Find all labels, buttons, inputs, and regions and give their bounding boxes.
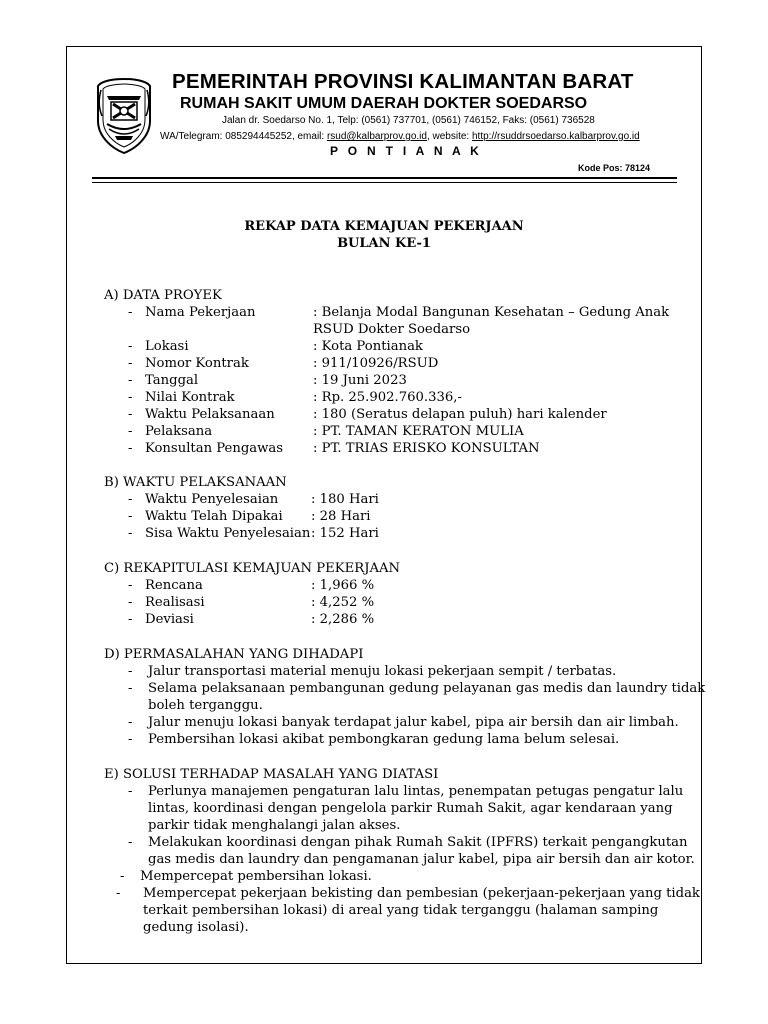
row-value: : 19 Juni 2023 <box>313 373 407 388</box>
row-value: : Belanja Modal Bangunan Kesehatan – Gedung Anak <box>313 305 670 320</box>
section-e-heading: E) SOLUSI TERHADAP MASALAH YANG DIATASI <box>104 767 439 782</box>
list-item-text: parkir tidak menghalangi jalan akses. <box>148 818 401 833</box>
provincial-emblem-icon <box>93 76 155 156</box>
list-dash: - <box>128 732 133 747</box>
list-dash: - <box>128 612 133 627</box>
document-title: REKAP DATA KEMAJUAN PEKERJAAN <box>244 219 524 234</box>
row-label: Waktu Penyelesaian <box>145 492 279 507</box>
row-value: : 2,286 % <box>311 612 375 627</box>
letterhead-contact <box>160 131 680 142</box>
list-dash: - <box>128 407 133 422</box>
row-value: : 152 Hari <box>311 526 379 541</box>
list-dash: - <box>120 869 125 884</box>
section-a-heading: A) DATA PROYEK <box>104 288 222 303</box>
row-label: Waktu Telah Dipakai <box>145 509 283 524</box>
row-label: Nilai Kontrak <box>145 390 235 405</box>
list-item-text: Jalur transportasi material menuju lokasi pekerjaan sempit / terbatas. <box>148 664 617 679</box>
row-value: : 180 Hari <box>311 492 379 507</box>
list-dash: - <box>128 339 133 354</box>
list-item-text: Pembersihan lokasi akibat pembongkaran gedung lama belum selesai. <box>148 732 620 747</box>
list-dash: - <box>128 424 133 439</box>
list-item-text: lintas, koordinasi dengan pengelola parkir Rumah Sakit, agar kendaraan yang <box>148 801 673 816</box>
list-item-text: gas medis dan laundry dan pengamanan jalur kabel, pipa air bersih dan air kotor. <box>148 852 695 867</box>
list-dash: - <box>128 373 133 388</box>
row-value: : 1,966 % <box>311 578 375 593</box>
letterhead-postal-code: Kode Pos: 78124 <box>578 163 651 173</box>
row-value: : PT. TAMAN KERATON MULIA <box>313 424 524 439</box>
list-dash: - <box>128 356 133 371</box>
row-label: Sisa Waktu Penyelesaian <box>145 526 311 541</box>
list-item-text: Jalur menuju lokasi banyak terdapat jalur kabel, pipa air bersih dan air limbah. <box>148 715 679 730</box>
letterhead-address: Jalan dr. Soedarso No. 1, Telp: (0561) 737701, (0561) 746152, Faks: (0561) 736528 <box>222 115 595 126</box>
list-item-text: boleh terganggu. <box>148 698 263 713</box>
list-dash: - <box>128 526 133 541</box>
section-b-heading: B) WAKTU PELAKSANAAN <box>104 475 287 490</box>
list-dash: - <box>128 390 133 405</box>
letterhead-city: P O N T I A N A K <box>330 144 483 158</box>
list-dash: - <box>128 509 133 524</box>
website-link[interactable]: http://rsuddrsoedarso.kalbarprov.go.id <box>472 131 640 142</box>
list-item-text: Selama pelaksanaan pembangunan gedung pelayanan gas medis dan laundry tidak <box>148 681 706 696</box>
contact-mid: , website: <box>426 131 472 142</box>
row-label: Nomor Kontrak <box>145 356 249 371</box>
row-value: : PT. TRIAS ERISKO KONSULTAN <box>313 441 540 456</box>
row-label: Realisasi <box>145 595 205 610</box>
list-item-text: Perlunya manajemen pengaturan lalu lintas, penempatan petugas pengatur lalu <box>148 784 684 799</box>
list-item-text: terkait pembersihan lokasi) di areal yang tidak terganggu (halaman samping <box>143 903 659 918</box>
list-dash: - <box>116 886 121 901</box>
section-c-heading: C) REKAPITULASI KEMAJUAN PEKERJAAN <box>104 561 401 576</box>
email-link[interactable]: rsud@kalbarprov.go.id <box>326 131 427 142</box>
row-value: : 4,252 % <box>311 595 375 610</box>
list-dash: - <box>128 441 133 456</box>
row-value: : 911/10926/RSUD <box>313 356 439 371</box>
list-dash: - <box>128 492 133 507</box>
list-dash: - <box>128 578 133 593</box>
list-dash: - <box>128 681 133 696</box>
contact-prefix: WA/Telegram: 085294445252, email: <box>160 131 327 142</box>
list-dash: - <box>128 664 133 679</box>
letterhead-hospital: RUMAH SAKIT UMUM DAERAH DOKTER SOEDARSO <box>180 95 588 112</box>
list-dash: - <box>128 305 133 320</box>
row-label: Tanggal <box>145 373 199 388</box>
list-dash: - <box>128 715 133 730</box>
row-label: Pelaksana <box>145 424 213 439</box>
row-value: : 28 Hari <box>311 509 371 524</box>
row-value: : 180 (Seratus delapan puluh) hari kalender <box>313 407 607 422</box>
row-label: Nama Pekerjaan <box>145 305 256 320</box>
row-value: : Rp. 25.902.760.336,- <box>313 390 462 405</box>
row-value: : Kota Pontianak <box>313 339 423 354</box>
list-dash: - <box>128 784 133 799</box>
document-subtitle: BULAN KE-1 <box>337 236 431 251</box>
row-label: Waktu Pelaksanaan <box>145 407 275 422</box>
row-value: RSUD Dokter Soedarso <box>313 322 471 337</box>
list-item-text: Mempercepat pekerjaan bekisting dan pembesian (pekerjaan-pekerjaan yang tidak <box>143 886 700 901</box>
row-label: Konsultan Pengawas <box>145 441 284 456</box>
letterhead-government: PEMERINTAH PROVINSI KALIMANTAN BARAT <box>172 70 634 93</box>
row-label: Deviasi <box>145 612 194 627</box>
row-label: Rencana <box>145 578 203 593</box>
letterhead-rule-thin <box>92 182 677 183</box>
row-label: Lokasi <box>145 339 189 354</box>
list-item-text: Melakukan koordinasi dengan pihak Rumah Sakit (IPFRS) terkait pengangkutan <box>148 835 688 850</box>
list-item-text: Mempercepat pembersihan lokasi. <box>140 869 372 884</box>
list-dash: - <box>128 835 133 850</box>
letterhead-rule-thick <box>92 177 677 179</box>
list-dash: - <box>128 595 133 610</box>
list-item-text: gedung isolasi). <box>143 920 249 935</box>
section-d-heading: D) PERMASALAHAN YANG DIHADAPI <box>104 647 364 662</box>
